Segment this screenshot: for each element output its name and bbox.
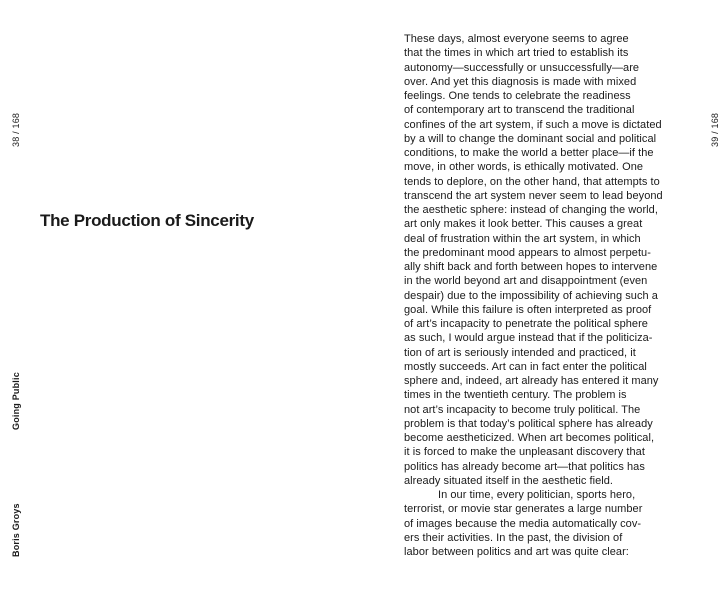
body-text — [404, 32, 694, 559]
text-line: labor between politics and art was quite clear: — [404, 546, 629, 558]
author-name: Boris Groys — [11, 503, 21, 557]
left-page-number: 38 / 168 — [11, 112, 21, 147]
text-line: ally shift back and forth between hopes to intervene — [404, 261, 658, 273]
running-title: Going Public — [11, 372, 21, 430]
text-line: times in the twentieth century. The problem is — [404, 389, 627, 402]
text-line: as such, I would argue instead that if the politiciza- — [404, 332, 653, 345]
text-line: of images because the media automatically cov- — [404, 517, 642, 530]
text-line: confines of the art system, if such a move is dictated — [404, 118, 662, 131]
text-line: over. And yet this diagnosis is made with mixed — [404, 75, 637, 88]
text-line: tends to deplore, on the other hand, that attempts to — [404, 175, 660, 188]
text-line: art only makes it look better. This causes a great — [404, 218, 643, 231]
text-line: tion of art is seriously intended and practiced, it — [404, 346, 636, 359]
text-line: conditions, to make the world a better place—if the — [404, 147, 654, 159]
text-line: deal of frustration within the art system, in which — [404, 232, 641, 245]
text-line: the predominant mood appears to almost perpetu- — [404, 246, 651, 259]
text-line: These days, almost everyone seems to agree — [404, 33, 629, 45]
text-line: of art’s incapacity to penetrate the political sphere — [404, 318, 648, 330]
text-line: of contemporary art to transcend the traditional — [404, 104, 635, 117]
right-page-number: 39 / 168 — [710, 112, 720, 147]
text-line: by a will to change the dominant social and political — [404, 132, 657, 145]
text-line: politics has already become art—that politics has — [404, 460, 645, 473]
text-line: move, in other words, is ethically motivated. One — [404, 161, 644, 174]
text-line: the aesthetic sphere: instead of changing the world, — [404, 204, 658, 216]
text-line: ers their activities. In the past, the division of — [404, 531, 623, 544]
text-line: transcend the art system never seem to lead beyond — [404, 189, 663, 202]
chapter-title: The Production of Sincerity — [40, 211, 254, 230]
text-line: it is forced to make the unpleasant discovery that — [404, 446, 645, 459]
text-line: sphere and, indeed, art already has entered it many — [404, 375, 659, 387]
text-line: problem is that today’s political sphere has already — [404, 417, 653, 430]
text-line: despair) due to the impossibility of achieving such a — [404, 289, 658, 302]
text-line: terrorist, or movie star generates a large number — [404, 503, 643, 516]
text-line: feelings. One tends to celebrate the readiness — [404, 90, 631, 102]
text-line: already situated itself in the aesthetic field. — [404, 474, 614, 487]
text-line: become aestheticized. When art becomes political, — [404, 432, 655, 444]
text-line: in the world beyond art and disappointment (even — [404, 275, 648, 288]
text-line: not art’s incapacity to become truly political. The — [404, 403, 641, 416]
paragraph-start-line: In our time, every politician, sports hero, — [438, 489, 636, 501]
text-line: that the times in which art tried to establish its — [404, 47, 629, 60]
text-line: goal. While this failure is often interpreted as proof — [404, 303, 652, 316]
text-line: autonomy—successfully or unsuccessfully—are — [404, 61, 640, 74]
text-line: mostly succeeds. Art can in fact enter the political — [404, 360, 647, 373]
